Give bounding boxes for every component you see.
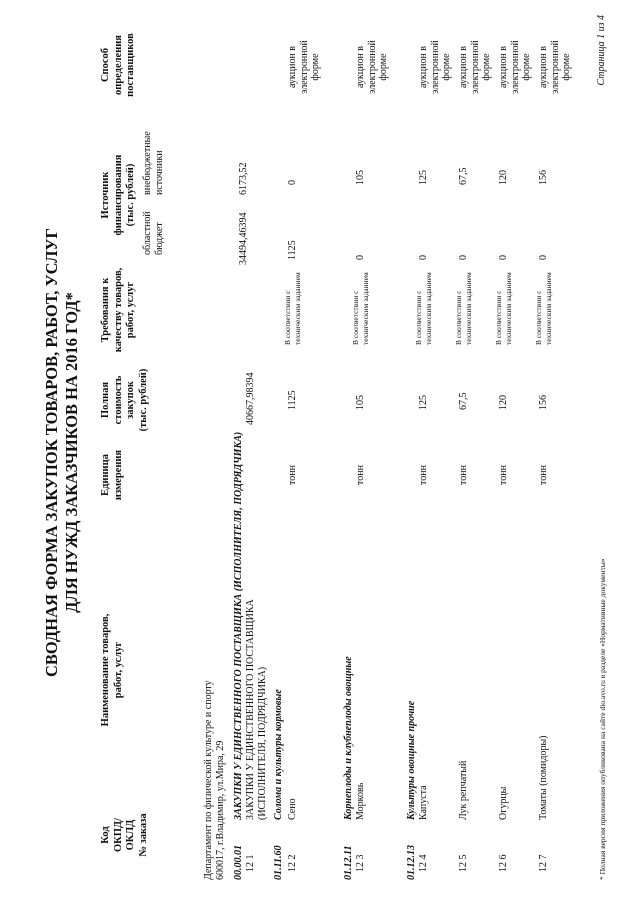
row-unit: тонн bbox=[498, 465, 509, 485]
row-extrabudget-funding: 156 bbox=[538, 170, 549, 185]
row-procurement-method: аукцион в электронной форме bbox=[287, 40, 321, 94]
header-total-cost: Полная стоимость закупок (тыс. рублей) bbox=[100, 368, 149, 432]
row-procurement-method: аукцион в электронной форме bbox=[538, 40, 572, 94]
row-extrabudget-funding: 125 bbox=[418, 170, 429, 185]
group-extrabudget-funding: 6173,52 bbox=[238, 162, 249, 195]
row-item-name: Капуста bbox=[418, 785, 429, 820]
header-requirements: Требования к качеству товаров, работ, услуг bbox=[100, 267, 136, 353]
row-item-name: Огурцы bbox=[498, 786, 509, 820]
row-item-name: Морковь bbox=[355, 782, 366, 820]
group-code: 00.00.01 bbox=[233, 845, 244, 880]
row-budget-funding: 0 bbox=[538, 255, 549, 260]
row-order-number: 12 7 bbox=[538, 854, 549, 872]
row-requirements: В соответствии с техническим заданием bbox=[454, 272, 473, 345]
row-unit: тонн bbox=[538, 465, 549, 485]
group-description-line2: (ИСПОЛНИТЕЛЯ, ПОДРЯДЧИКА) bbox=[257, 666, 268, 820]
row-budget-funding: 0 bbox=[498, 255, 509, 260]
row-requirements: В соответствии с техническим заданием bbox=[351, 272, 370, 345]
row-order-number: 12 4 bbox=[418, 854, 429, 872]
row-order-number: 12 6 bbox=[498, 854, 509, 872]
group-title: ЗАКУПКИ У ЕДИНСТВЕННОГО ПОСТАВЩИКА (ИСПОЛНИТЕЛЯ, ПОДРЯДЧИКА) bbox=[233, 431, 244, 820]
row-budget-funding: 1125 bbox=[287, 240, 298, 260]
group-total-cost: 40667,98394 bbox=[245, 372, 256, 425]
row-procurement-method: аукцион в электронной форме bbox=[498, 40, 532, 94]
row-requirements: В соответствии с техническим заданием bbox=[283, 272, 302, 345]
row-total-cost: 1125 bbox=[287, 390, 298, 410]
row-extrabudget-funding: 0 bbox=[287, 180, 298, 185]
row-item-name: Томаты (помидоры) bbox=[538, 735, 549, 820]
row-requirements: В соответствии с техническим заданием bbox=[534, 272, 553, 345]
row-extrabudget-funding: 120 bbox=[498, 170, 509, 185]
group-description-line1: ЗАКУПКИ У ЕДИНСТВЕННОГО ПОСТАВЩИКА bbox=[245, 599, 256, 820]
group-order-number: 12 1 bbox=[245, 854, 256, 872]
header-method: Способ определения поставщиков bbox=[100, 33, 136, 97]
header-name: Наименование товаров, работ, услуг bbox=[100, 613, 124, 727]
footnote: * Полная версия приложения опубликована на сайте dio.avo.ru в разделе «Нормативные документы» bbox=[598, 558, 607, 880]
row-total-cost: 120 bbox=[498, 395, 509, 410]
section-title: Культуры овощные прочие bbox=[406, 700, 417, 820]
row-total-cost: 125 bbox=[418, 395, 429, 410]
section-code: 01.12.11 bbox=[343, 845, 354, 880]
row-unit: тонн bbox=[458, 465, 469, 485]
row-item-name: Сено bbox=[287, 798, 298, 820]
row-order-number: 12 5 bbox=[458, 854, 469, 872]
header-funding-extrabudget: внебюджетные источники bbox=[142, 131, 165, 195]
row-total-cost: 105 bbox=[355, 395, 366, 410]
row-procurement-method: аукцион в электронной форме bbox=[355, 40, 389, 94]
header-code: Код ОКПД/ ОКЛД № заказа bbox=[100, 813, 149, 857]
row-unit: тонн bbox=[355, 465, 366, 485]
section-title: Солома и культуры кормовые bbox=[273, 689, 284, 820]
section-code: 01.12.13 bbox=[406, 845, 417, 880]
row-extrabudget-funding: 67,5 bbox=[458, 167, 469, 185]
section-code: 01.11.60 bbox=[273, 845, 284, 880]
row-unit: тонн bbox=[418, 465, 429, 485]
row-order-number: 12 3 bbox=[355, 854, 366, 872]
row-budget-funding: 0 bbox=[418, 255, 429, 260]
document-title-line2: ДЛЯ НУЖД ЗАКАЗЧИКОВ НА 2016 ГОД* bbox=[62, 292, 81, 613]
row-requirements: В соответствии с техническим заданием bbox=[414, 272, 433, 345]
department-address: 600017, г.Владимир, ул.Мира, 29 bbox=[215, 740, 226, 880]
row-requirements: В соответствии с техническим заданием bbox=[494, 272, 513, 345]
row-budget-funding: 0 bbox=[458, 255, 469, 260]
row-extrabudget-funding: 105 bbox=[355, 170, 366, 185]
header-unit: Единица измерения bbox=[100, 449, 124, 501]
row-procurement-method: аукцион в электронной форме bbox=[458, 40, 492, 94]
header-funding: Источник финансирования (тыс. рублей) bbox=[100, 154, 136, 236]
row-item-name: Лук репчатый bbox=[458, 760, 469, 820]
page-number: Страница 1 из 4 bbox=[596, 15, 607, 86]
document-title-line1: СВОДНАЯ ФОРМА ЗАКУПОК ТОВАРОВ, РАБОТ, УСЛУГ bbox=[42, 228, 61, 677]
row-budget-funding: 0 bbox=[355, 255, 366, 260]
row-total-cost: 156 bbox=[538, 395, 549, 410]
row-order-number: 12 2 bbox=[287, 854, 298, 872]
section-title: Корнеплоды и клубнеплоды овощные bbox=[343, 656, 354, 820]
row-total-cost: 67,5 bbox=[458, 392, 469, 410]
row-procurement-method: аукцион в электронной форме bbox=[418, 40, 452, 94]
group-budget-funding: 34494,46394 bbox=[238, 212, 249, 265]
header-funding-budget: областной бюджет bbox=[142, 211, 165, 255]
row-unit: тонн bbox=[287, 465, 298, 485]
department-name: Департамент по физической культуре и спорту bbox=[203, 680, 214, 880]
